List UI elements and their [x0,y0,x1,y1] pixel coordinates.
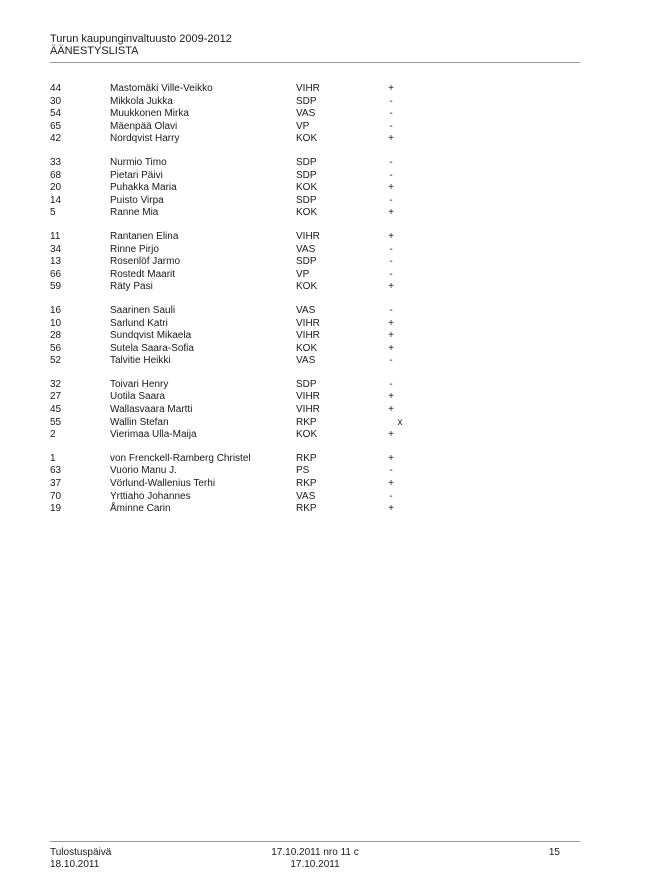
vote-group [50,83,450,146]
member-name: Vuorio Manu J. [110,465,177,477]
member-number: 63 [50,465,62,477]
member-vote: - [389,243,393,255]
table-row [50,503,450,516]
member-vote: + [388,133,394,145]
member-party: VIHR [296,404,320,416]
member-vote: - [389,108,393,120]
table-row [50,182,450,195]
member-party: VAS [296,108,316,120]
member-number: 33 [50,156,62,168]
table-row [50,478,450,491]
member-vote: x [397,416,403,428]
member-vote: - [389,465,393,477]
member-name: Mikkola Jukka [110,95,173,107]
member-vote: + [388,478,394,490]
member-number: 68 [50,169,62,181]
member-vote: - [389,120,393,132]
member-vote: + [388,281,394,293]
member-vote: + [388,83,394,94]
table-row [50,417,450,430]
table-row [50,157,450,170]
member-name: Pietari Päivi [110,169,163,181]
member-party: SDP [296,169,317,181]
footer-divider [50,841,580,842]
member-party: SDP [296,378,317,390]
member-name: Yrttiaho Johannes [110,490,191,502]
page-number: 15 [548,847,560,858]
member-name: Wallin Stefan [110,416,169,428]
member-name: Saarinen Sauli [110,304,176,316]
member-vote: - [389,169,393,181]
table-row [50,207,450,220]
member-number: 52 [50,355,62,367]
table-row [50,343,450,356]
member-name: Talvitie Heikki [110,355,171,367]
table-row [50,355,450,368]
table-row [50,133,450,146]
member-vote: + [388,452,394,464]
member-vote: + [388,429,394,441]
table-row [50,391,450,404]
member-number: 65 [50,120,62,132]
member-name: Rostedt Maarit [110,268,176,280]
table-row [50,491,450,504]
member-number: 55 [50,416,62,428]
member-name: Nurmio Timo [110,156,167,168]
member-number: 20 [50,182,62,194]
member-vote: + [388,182,394,194]
member-number: 54 [50,108,62,120]
table-row [50,379,450,392]
member-party: RKP [296,452,317,464]
member-vote: - [389,268,393,280]
header-divider [50,62,580,63]
member-number: 19 [50,503,62,515]
table-row [50,465,450,478]
table-row [50,121,450,134]
member-number: 2 [50,429,56,441]
member-name: Räty Pasi [110,281,153,293]
member-name: Rosenlöf Jarmo [110,256,181,268]
member-vote: - [389,95,393,107]
member-name: Vörlund-Wallenius Terhi [110,478,216,490]
member-vote: + [388,317,394,329]
member-party: VP [296,268,310,280]
member-number: 44 [50,83,62,94]
member-number: 30 [50,95,62,107]
member-name: Uotila Saara [110,391,166,403]
vote-list [50,83,450,527]
table-row [50,453,450,466]
member-vote: - [389,355,393,367]
member-name: Muukkonen Mirka [110,108,189,120]
member-party: VAS [296,490,316,502]
member-name: von Frenckell-Ramberg Christel [110,452,251,464]
table-row [50,170,450,183]
member-party: VP [296,120,310,132]
table-row [50,83,450,96]
member-name: Ranne Mia [110,207,159,219]
member-name: Vierimaa Ulla-Maija [110,429,197,441]
member-name: Puisto Virpa [110,194,164,206]
member-party: RKP [296,416,317,428]
table-row [50,244,450,257]
member-number: 34 [50,243,62,255]
member-number: 28 [50,330,62,342]
member-party: KOK [296,133,318,145]
member-party: VAS [296,304,316,316]
member-number: 11 [50,230,61,242]
member-vote: - [389,378,393,390]
member-party: VIHR [296,391,320,403]
print-date-label: Tulostuspäivä [50,847,112,858]
member-number: 59 [50,281,62,293]
member-name: Toivari Henry [110,378,169,390]
member-number: 70 [50,490,62,502]
document-header [50,33,232,57]
table-row [50,330,450,343]
member-party: VAS [296,355,316,367]
member-name: Sundqvist Mikaela [110,330,192,342]
member-party: VIHR [296,230,320,242]
member-number: 32 [50,378,62,390]
table-row [50,318,450,331]
member-party: KOK [296,342,318,354]
member-name: Wallasvaara Martti [110,404,193,416]
member-name: Sutela Saara-Sofia [110,342,194,354]
member-name: Sarlund Katri [110,317,168,329]
member-party: SDP [296,95,317,107]
member-name: Rantanen Elina [110,230,179,242]
member-party: RKP [296,478,317,490]
table-row [50,269,450,282]
footer-print-date [50,847,111,871]
vote-group [50,157,450,220]
member-vote: - [389,194,393,206]
print-date-value: 18.10.2011 [50,859,100,870]
member-vote: - [389,304,393,316]
member-number: 42 [50,133,62,145]
member-vote: + [388,230,394,242]
member-vote: + [388,207,394,219]
member-name: Rinne Pirjo [110,243,159,255]
member-number: 1 [50,452,56,464]
member-vote: + [388,391,394,403]
member-party: KOK [296,281,318,293]
member-party: VAS [296,243,316,255]
member-number: 66 [50,268,62,280]
member-party: PS [296,465,310,477]
table-row [50,108,450,121]
member-party: KOK [296,207,318,219]
meeting-reference: 17.10.2011 nro 11 c [271,847,359,858]
member-name: Mäenpää Olavi [110,120,178,132]
member-name: Puhakka Maria [110,182,177,194]
list-title: ÄÄNESTYSLISTA [50,45,139,57]
meeting-date: 17.10.2011 [290,859,340,870]
member-party: SDP [296,256,317,268]
table-row [50,429,450,442]
member-vote: + [388,404,394,416]
member-number: 45 [50,404,62,416]
member-vote: - [389,156,393,168]
member-vote: - [389,256,393,268]
member-name: Mastomäki Ville-Veikko [110,83,213,94]
table-row [50,231,450,244]
member-vote: - [389,490,393,502]
footer-meeting-info [250,847,380,871]
member-number: 27 [50,391,62,403]
member-party: SDP [296,194,317,206]
member-party: KOK [296,182,318,194]
table-row [50,96,450,109]
member-vote: + [388,330,394,342]
vote-group [50,305,450,368]
council-title: Turun kaupunginvaltuusto 2009-2012 [50,33,232,45]
member-number: 5 [50,207,56,219]
vote-group [50,231,450,294]
member-party: VIHR [296,330,320,342]
member-number: 10 [50,317,62,329]
member-party: VIHR [296,83,320,94]
member-number: 37 [50,478,62,490]
table-row [50,195,450,208]
member-party: SDP [296,156,317,168]
member-name: Åminne Carin [110,503,171,515]
table-row [50,305,450,318]
member-number: 14 [50,194,62,206]
member-name: Nordqvist Harry [110,133,180,145]
member-number: 16 [50,304,62,316]
vote-group [50,379,450,442]
member-vote: + [388,342,394,354]
table-row [50,281,450,294]
member-number: 56 [50,342,62,354]
table-row [50,404,450,417]
member-number: 13 [50,256,62,268]
member-party: VIHR [296,317,320,329]
member-party: KOK [296,429,318,441]
member-party: RKP [296,503,317,515]
member-vote: + [388,503,394,515]
vote-group [50,453,450,516]
table-row [50,256,450,269]
